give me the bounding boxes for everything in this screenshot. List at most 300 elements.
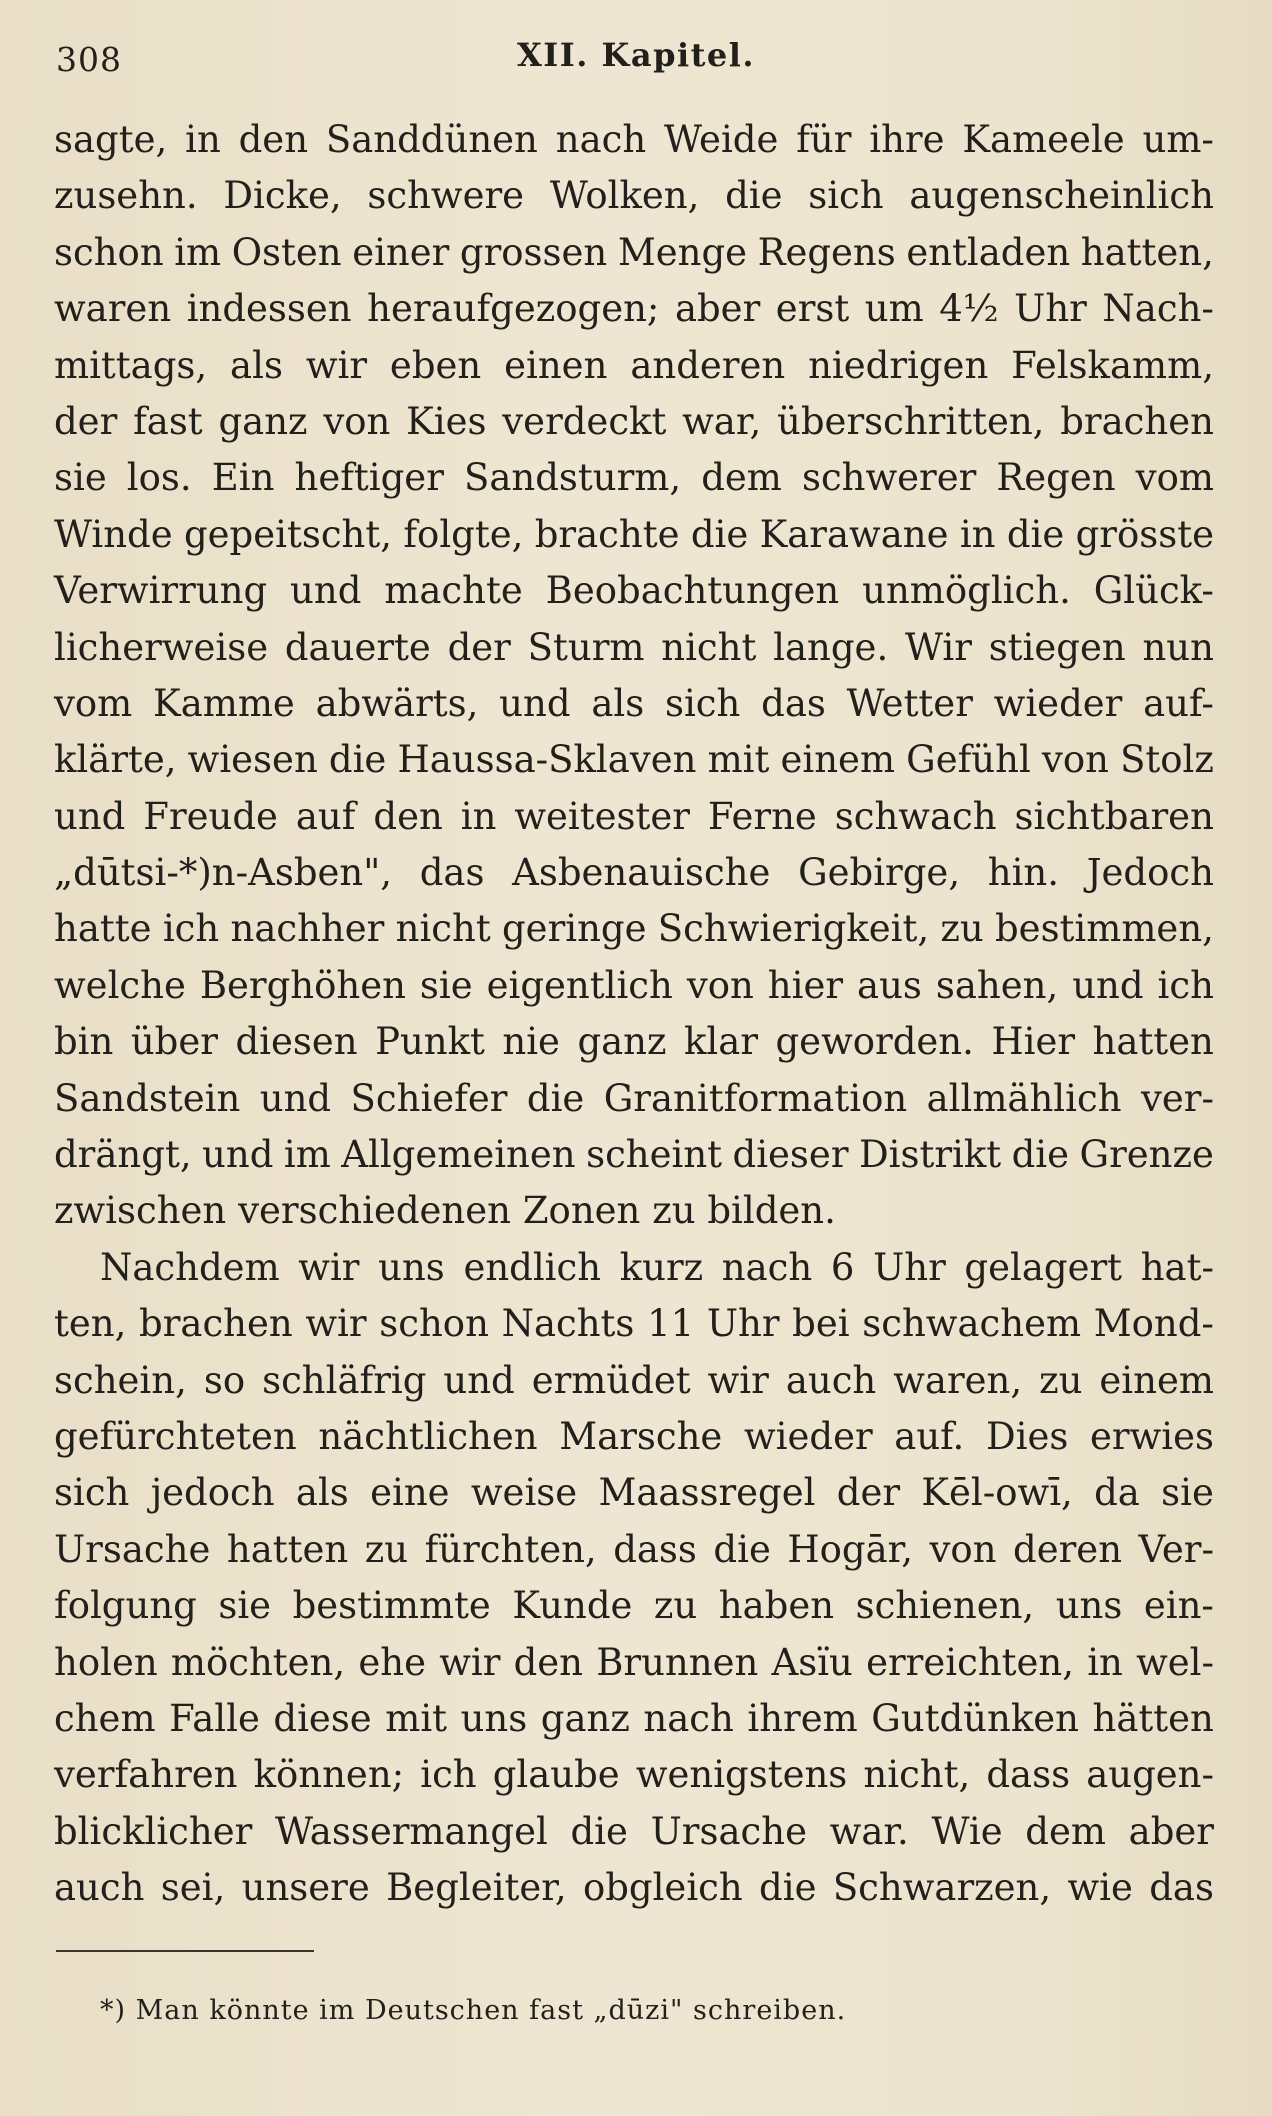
text-line [54, 1691, 1214, 1747]
word: nach [643, 1696, 734, 1740]
word: Regens [757, 230, 896, 274]
word: der [54, 399, 118, 443]
word: nie [502, 1020, 560, 1064]
word: und [290, 569, 362, 613]
word: Sanddünen [325, 118, 538, 161]
word: Distrikt [858, 1133, 1002, 1177]
word: heftiger [294, 456, 444, 500]
word: anderen [630, 343, 786, 387]
word: können; [253, 1753, 405, 1797]
word: Zonen [522, 1189, 641, 1233]
paragraph [54, 1240, 1214, 1917]
word: Uhr [873, 1245, 946, 1289]
text-line [54, 1804, 1214, 1860]
text-line [54, 450, 1214, 506]
word: Jedoch [1086, 851, 1214, 895]
word: schon [379, 1302, 489, 1346]
word: grösste [1075, 512, 1214, 556]
word: um [864, 287, 924, 331]
word: gelagert [964, 1245, 1123, 1289]
word: hatten, [1080, 230, 1214, 274]
word: Menge [617, 230, 748, 274]
word: von [929, 1527, 997, 1571]
word: Sandsturm, [463, 456, 682, 500]
word: von [1041, 738, 1109, 782]
word: war. [829, 1809, 909, 1853]
word: den [373, 794, 443, 838]
word: und [1072, 963, 1144, 1007]
footnote: *) Man könnte im Deutschen fast „dūzi" schreiben. [100, 1995, 847, 2026]
word: folgte, [403, 512, 524, 556]
word: über [130, 1020, 218, 1064]
word: aber [674, 287, 761, 331]
word: auf. [894, 1414, 965, 1458]
word: vom [54, 681, 133, 725]
word: Ver- [1138, 1527, 1214, 1571]
word: diesen [235, 1020, 358, 1064]
word: bilden. [707, 1189, 836, 1233]
word: Glück- [1093, 569, 1214, 613]
word: bestimmen, [994, 907, 1214, 951]
word: mit [707, 738, 770, 782]
word: schein, [54, 1358, 187, 1402]
word: Kunde [512, 1584, 633, 1628]
word: Uhr [706, 1302, 780, 1346]
word: ihrem [747, 1696, 858, 1740]
word: ich [162, 907, 220, 951]
word: verfahren [54, 1753, 238, 1797]
word: wel- [1136, 1640, 1214, 1684]
word: ich [420, 1753, 477, 1797]
word: bin [54, 1020, 114, 1064]
word: Begleiter, [386, 1866, 567, 1910]
text-line [54, 338, 1214, 394]
word: augen- [1086, 1753, 1214, 1797]
word: Verwirrung [54, 569, 268, 613]
word: zu [1039, 1358, 1083, 1402]
word: war, [682, 399, 762, 443]
word: niedrigen [808, 343, 989, 387]
word: Kēl-owī, [921, 1471, 1073, 1515]
word: Asïu [771, 1640, 853, 1684]
word: glaube [492, 1753, 620, 1797]
word: grossen [459, 230, 608, 274]
word: wir [439, 1640, 501, 1684]
text-line [54, 1240, 1214, 1296]
word: zu [652, 1189, 696, 1233]
word: heraufgezogen; [367, 287, 660, 331]
text-line [54, 1183, 1214, 1239]
text-line [54, 789, 1214, 845]
word: Falle [169, 1696, 260, 1740]
word: schon [54, 230, 164, 274]
text-line [54, 1071, 1214, 1127]
word: welche [54, 963, 186, 1007]
word: haben [718, 1584, 835, 1628]
word: auf [295, 794, 356, 838]
word: so [203, 1358, 246, 1402]
word: dauerte [284, 625, 431, 669]
text-line [54, 1014, 1214, 1070]
word: Uhr [1014, 287, 1087, 331]
word: und [443, 1358, 515, 1402]
word: einer [352, 230, 450, 274]
text-line [54, 901, 1214, 957]
word: die [690, 512, 749, 556]
word: Gutdünken [871, 1696, 1079, 1740]
text-line [54, 845, 1214, 901]
word: Sandstein [54, 1076, 241, 1120]
word: waren [54, 287, 172, 331]
body-text [54, 112, 1214, 1917]
word: Punkt [375, 1020, 485, 1064]
word: eben [389, 343, 482, 387]
word: „dūtsi-*)n-Asben", [54, 851, 393, 895]
word: der [836, 1471, 901, 1515]
word: dieser [732, 1133, 849, 1177]
word: uns [460, 1696, 528, 1740]
word: dass [613, 1527, 697, 1571]
word: hätten [1092, 1696, 1214, 1740]
word: die [570, 1809, 628, 1853]
word: hatte [54, 907, 152, 951]
word: waren, [893, 1358, 1023, 1402]
text-line [54, 676, 1214, 732]
word: auch [785, 1358, 877, 1402]
word: 6 [830, 1245, 855, 1289]
word: erst [775, 287, 850, 331]
word: schwachem [862, 1302, 1082, 1346]
word: sie [54, 456, 107, 500]
word: von [686, 963, 754, 1007]
word: für [796, 118, 852, 161]
word: Kies [406, 399, 487, 443]
paragraph [54, 112, 1214, 1240]
word: verdeckt [502, 399, 667, 443]
word: wiesen [187, 738, 318, 782]
word: uns [1055, 1584, 1123, 1628]
word: Marsche [559, 1414, 723, 1458]
word: ihre [869, 118, 945, 161]
word: sie [1161, 1471, 1214, 1515]
word: ganz [540, 1696, 630, 1740]
word: lange. [773, 625, 889, 669]
word: und [202, 1133, 274, 1177]
word: Ursache [650, 1809, 807, 1853]
word: Schwarzen, [832, 1866, 1052, 1910]
word: blicklicher [54, 1809, 253, 1853]
word: uns [378, 1245, 445, 1289]
word: mittags, [54, 343, 208, 387]
word: einem [1099, 1358, 1214, 1402]
word: ver- [1140, 1076, 1214, 1120]
word: auch [54, 1866, 145, 1910]
word: hatten [1092, 1020, 1214, 1064]
word: Wetter [846, 681, 973, 725]
word: wir [305, 1302, 367, 1346]
word: einen [504, 343, 608, 387]
word: Wolken, [549, 174, 700, 218]
word: fürchten, [424, 1527, 597, 1571]
word: ehe [358, 1640, 426, 1684]
word: brachte [534, 512, 680, 556]
word: Ferne [707, 794, 817, 838]
word: sich [54, 1471, 130, 1515]
text-line [54, 1522, 1214, 1578]
word: Wir [905, 625, 972, 669]
word: holen [54, 1640, 158, 1684]
text-line [54, 1860, 1214, 1916]
word: nach [721, 1245, 813, 1289]
word: kurz [619, 1245, 704, 1289]
word: die [526, 1076, 585, 1120]
word: scheint [586, 1133, 723, 1177]
word: brachen [139, 1302, 293, 1346]
word: Haussa-Sklaven [397, 738, 697, 782]
word: dem [1025, 1809, 1106, 1853]
word: die [759, 1866, 817, 1910]
word: Gebirge, [798, 851, 961, 895]
word: und [54, 794, 126, 838]
word: deren [1013, 1527, 1123, 1571]
text-line [54, 1353, 1214, 1409]
word: Brunnen [596, 1640, 759, 1684]
word: dem [701, 456, 782, 500]
text-line [54, 563, 1214, 619]
word: zu [364, 1527, 409, 1571]
word: aber [1128, 1809, 1214, 1853]
text-line [54, 1127, 1214, 1183]
word: hatten [226, 1527, 349, 1571]
word: Grenze [1079, 1133, 1214, 1177]
text-line [54, 112, 1214, 168]
word: Dies [985, 1414, 1069, 1458]
word: auf- [1143, 681, 1214, 725]
text-line [54, 394, 1214, 450]
word: dass [986, 1753, 1071, 1797]
word: ganz [577, 1020, 667, 1064]
word: eine [370, 1471, 450, 1515]
word: und [499, 681, 571, 725]
word: schwach [834, 794, 997, 838]
word: das [419, 851, 485, 895]
word: Nachts [501, 1302, 635, 1346]
word: Hogār, [787, 1527, 914, 1571]
text-line [54, 620, 1214, 676]
word: Mond- [1093, 1302, 1214, 1346]
word: die [1006, 512, 1065, 556]
word: bei [792, 1302, 850, 1346]
word: wir [305, 343, 368, 387]
word: zu [653, 1584, 698, 1628]
text-line [54, 281, 1214, 337]
word: Gefühl [906, 738, 1031, 782]
word: nächtlichen [318, 1414, 538, 1458]
word: schienen, [855, 1584, 1035, 1628]
word: zu [940, 907, 984, 951]
word: drängt, [54, 1133, 192, 1177]
text-line [54, 732, 1214, 788]
text-line [54, 1578, 1214, 1634]
word: los. [126, 456, 192, 500]
word: unsere [241, 1866, 370, 1910]
word: schläfrig [262, 1358, 427, 1402]
word: wenigstens [635, 1753, 848, 1797]
word: nachher [230, 907, 385, 951]
word: wir [298, 1245, 360, 1289]
word: vom [1135, 456, 1214, 500]
word: einem [780, 738, 896, 782]
text-line [54, 1635, 1214, 1691]
word: machte [384, 569, 523, 613]
word: im [283, 1133, 331, 1177]
word: da [1094, 1471, 1140, 1515]
word: in [1087, 1640, 1123, 1684]
word: geworden. [775, 1020, 974, 1064]
word: erreichten, [866, 1640, 1075, 1684]
text-line [54, 1465, 1214, 1521]
text-line [54, 1409, 1214, 1465]
word: sahen, [935, 963, 1059, 1007]
word: fast [133, 399, 203, 443]
word: wir [707, 1358, 769, 1402]
word: sie [218, 1584, 272, 1628]
word: um- [1142, 118, 1214, 161]
word: ich [1157, 963, 1214, 1007]
word: weitester [514, 794, 690, 838]
word: gefürchteten [54, 1414, 297, 1458]
word: und [259, 1076, 332, 1120]
word: die [1011, 1133, 1070, 1177]
word: das [761, 681, 826, 725]
word: stiegen [988, 625, 1126, 669]
word: hier [767, 963, 844, 1007]
word: bestimmte [292, 1584, 491, 1628]
word: licherweise [54, 625, 269, 669]
word: Beobachtungen [545, 569, 840, 613]
word: hin. [987, 851, 1060, 895]
word: die [328, 738, 387, 782]
word: das [1149, 1866, 1214, 1910]
word: Kameele [962, 118, 1125, 161]
word: Kamme [153, 681, 295, 725]
text-line [54, 1747, 1214, 1803]
word: möchten, [170, 1640, 346, 1684]
word: Schwierigkeit, [657, 907, 930, 951]
word: Allgemeinen [341, 1133, 576, 1177]
word: brachen [1060, 399, 1214, 443]
word: Regen [996, 456, 1116, 500]
word: allmählich [926, 1076, 1122, 1120]
word: diese [273, 1696, 372, 1740]
word: den [238, 118, 309, 161]
text-line [54, 958, 1214, 1014]
word: Maassregel [598, 1471, 816, 1515]
text-line [54, 168, 1214, 224]
word: Nach- [1102, 287, 1214, 331]
text-line [54, 225, 1214, 281]
word: sie [419, 963, 473, 1007]
word: sagte, [54, 118, 168, 161]
word: Nachdem [100, 1245, 280, 1289]
word: wie [1067, 1866, 1133, 1910]
word: eigentlich [486, 963, 673, 1007]
word: Stolz [1120, 738, 1214, 782]
word: ten, [54, 1302, 127, 1346]
word: zwischen [54, 1189, 227, 1233]
word: erwies [1090, 1414, 1214, 1458]
word: Sturm [527, 625, 645, 669]
word: klärte, [54, 738, 177, 782]
word: geringe [502, 907, 647, 951]
word: chem [54, 1696, 156, 1740]
word: der [447, 625, 511, 669]
word: schwerer [801, 456, 977, 500]
word: im [174, 230, 222, 274]
word: Freude [143, 794, 278, 838]
word: obgleich [582, 1866, 743, 1910]
word: als [591, 681, 645, 725]
word: zusehn. [54, 174, 198, 218]
word: wieder [743, 1414, 873, 1458]
word: Dicke, [223, 174, 342, 218]
word: Schiefer [350, 1076, 508, 1120]
word: abwärts, [315, 681, 479, 725]
word: 11 [647, 1302, 695, 1346]
word: in [460, 794, 497, 838]
word: ein- [1143, 1584, 1214, 1628]
word: den [513, 1640, 584, 1684]
word: augenscheinlich [909, 174, 1214, 218]
word: Hier [991, 1020, 1076, 1064]
word: überschritten, [777, 399, 1045, 443]
word: Felskamm, [1011, 343, 1214, 387]
word: mit [385, 1696, 448, 1740]
word: nach [555, 118, 647, 161]
word: die [713, 1527, 771, 1571]
text-line [54, 1296, 1214, 1352]
word: die [725, 174, 783, 218]
word: schwere [367, 174, 525, 218]
word: Asbenauische [512, 851, 771, 895]
word: Ein [211, 456, 275, 500]
word: sich [664, 681, 741, 725]
word: Ursache [54, 1527, 211, 1571]
word: nicht, [863, 1753, 971, 1797]
word: 4½ [939, 287, 999, 331]
word: sichtbaren [1014, 794, 1214, 838]
word: klar [684, 1020, 758, 1064]
word: Wie [931, 1809, 1003, 1853]
word: nun [1142, 625, 1214, 669]
word: in [959, 512, 996, 556]
word: entladen [906, 230, 1071, 274]
word: sich [808, 174, 884, 218]
word: endlich [463, 1245, 602, 1289]
word: Karawane [759, 512, 949, 556]
word: nicht [395, 907, 491, 951]
word: als [295, 1471, 349, 1515]
word: Weide [664, 118, 779, 161]
word: Osten [231, 230, 342, 274]
word: aus [857, 963, 922, 1007]
text-line [54, 507, 1214, 563]
word: hat- [1140, 1245, 1214, 1289]
footnote-divider [56, 1950, 314, 1952]
word: ermüdet [531, 1358, 691, 1402]
word: Granitformation [603, 1076, 908, 1120]
word: als [230, 343, 283, 387]
